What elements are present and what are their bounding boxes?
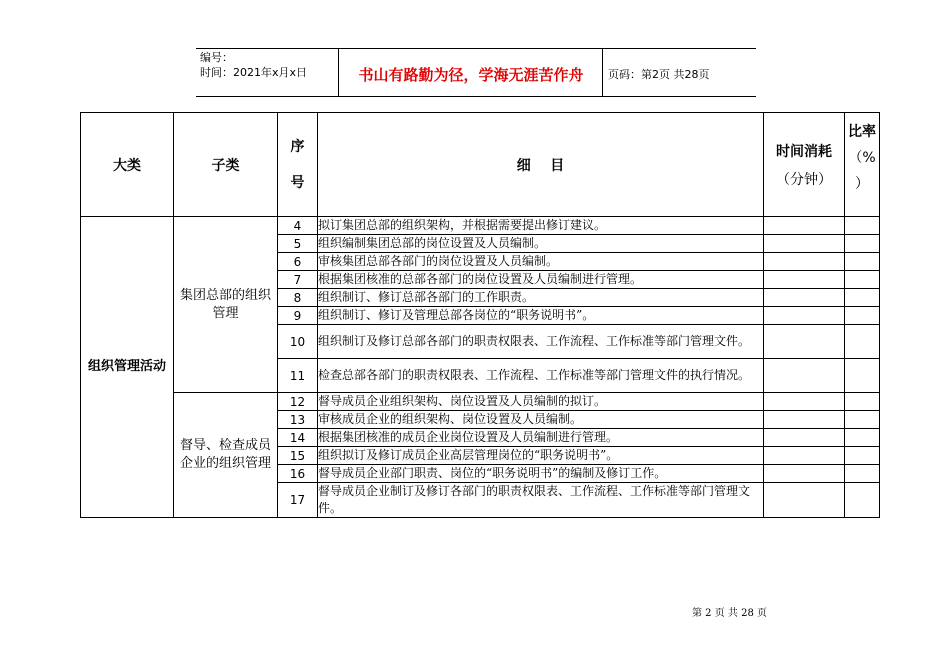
header-meta (200, 50, 338, 80)
ratio-cell (845, 253, 880, 271)
time-cell (764, 447, 845, 465)
time-cell (764, 289, 845, 307)
detail-cell: 审核成员企业的组织架构、岗位设置及人员编制。 (318, 411, 764, 429)
subcategory-cell: 督导、检查成员企业的组织管理 (174, 393, 278, 518)
time-cell (764, 483, 845, 518)
subcategory-cell: 集团总部的组织管理 (174, 217, 278, 393)
ratio-cell (845, 307, 880, 325)
ratio-cell (845, 429, 880, 447)
table-row (81, 217, 880, 235)
time-cell (764, 359, 845, 393)
seq-cell: 15 (278, 447, 318, 465)
header-motto: 书山有路勤为径，学海无涯苦作舟 (358, 66, 584, 84)
ratio-cell (845, 483, 880, 518)
seq-cell: 13 (278, 411, 318, 429)
time-cell (764, 271, 845, 289)
time-cell (764, 393, 845, 411)
doc-number-label: 编号： (200, 51, 233, 64)
detail-cell: 审核集团总部各部门的岗位设置及人员编制。 (318, 253, 764, 271)
footer-page-number: 第 2 页 共 28 页 (692, 608, 767, 619)
header-divider (338, 49, 339, 96)
col-header-time-unit: （分钟） (776, 171, 832, 188)
detail-cell: 组织制订及修订总部各部门的职责权限表、工作流程、工作标准等部门管理文件。 (318, 325, 764, 359)
header-bottom-rule (196, 96, 756, 97)
detail-cell: 组织制订、修订总部各部门的工作职责。 (318, 289, 764, 307)
detail-cell: 组织制订、修订及管理总部各岗位的“职务说明书”。 (318, 307, 764, 325)
seq-cell: 17 (278, 483, 318, 518)
seq-cell: 8 (278, 289, 318, 307)
ratio-cell (845, 359, 880, 393)
time-cell (764, 325, 845, 359)
time-cell (764, 217, 845, 235)
ratio-cell (845, 289, 880, 307)
ratio-cell (845, 393, 880, 411)
seq-cell: 9 (278, 307, 318, 325)
header-page-label: 页码：第2页 共28页 (608, 68, 710, 81)
ratio-cell (845, 411, 880, 429)
category-cell: 组织管理活动 (81, 217, 174, 518)
col-header-seq-top: 序 (290, 138, 305, 155)
ratio-cell (845, 325, 880, 359)
time-label: 时间：2021年x月x日 (200, 66, 308, 79)
col-header-ratio-close: ） (855, 176, 869, 192)
header-top-rule (196, 48, 756, 49)
ratio-cell (845, 217, 880, 235)
seq-cell: 12 (278, 393, 318, 411)
detail-cell: 组织编制集团总部的岗位设置及人员编制。 (318, 235, 764, 253)
seq-cell: 10 (278, 325, 318, 359)
time-cell (764, 253, 845, 271)
time-cell (764, 307, 845, 325)
col-header-ratio-unit: （% (848, 150, 876, 166)
time-cell (764, 429, 845, 447)
detail-cell: 组织拟订及修订成员企业高层管理岗位的“职务说明书”。 (318, 447, 764, 465)
ratio-cell (845, 447, 880, 465)
col-header-time (764, 113, 845, 217)
col-header-detail: 细 目 (318, 113, 764, 217)
detail-cell: 检查总部各部门的职责权限表、工作流程、工作标准等部门管理文件的执行情况。 (318, 359, 764, 393)
col-header-time-label: 时间消耗 (776, 143, 832, 160)
seq-cell: 4 (278, 217, 318, 235)
time-cell (764, 235, 845, 253)
seq-cell: 6 (278, 253, 318, 271)
col-header-subcategory: 子类 (174, 113, 278, 217)
time-cell (764, 465, 845, 483)
ratio-cell (845, 271, 880, 289)
ratio-cell (845, 465, 880, 483)
detail-cell: 拟订集团总部的组织架构，并根据需要提出修订建议。 (318, 217, 764, 235)
detail-cell: 根据集团核准的总部各部门的岗位设置及人员编制进行管理。 (318, 271, 764, 289)
col-header-ratio (845, 113, 880, 217)
seq-cell: 11 (278, 359, 318, 393)
col-header-seq-bottom: 号 (290, 174, 305, 191)
detail-cell: 督导成员企业组织架构、岗位设置及人员编制的拟订。 (318, 393, 764, 411)
col-header-category: 大类 (81, 113, 174, 217)
detail-cell: 督导成员企业制订及修订各部门的职责权限表、工作流程、工作标准等部门管理文件。 (318, 483, 764, 518)
seq-cell: 16 (278, 465, 318, 483)
table-header-row (81, 113, 880, 217)
detail-cell: 督导成员企业部门职责、岗位的“职务说明书”的编制及修订工作。 (318, 465, 764, 483)
detail-cell: 根据集团核准的成员企业岗位设置及人员编制进行管理。 (318, 429, 764, 447)
col-header-ratio-label: 比率 (848, 124, 876, 140)
time-cell (764, 411, 845, 429)
activity-table (80, 112, 880, 518)
seq-cell: 14 (278, 429, 318, 447)
ratio-cell (845, 235, 880, 253)
seq-cell: 5 (278, 235, 318, 253)
table-row (81, 393, 880, 411)
header-divider (602, 49, 603, 96)
col-header-seq (278, 113, 318, 217)
seq-cell: 7 (278, 271, 318, 289)
